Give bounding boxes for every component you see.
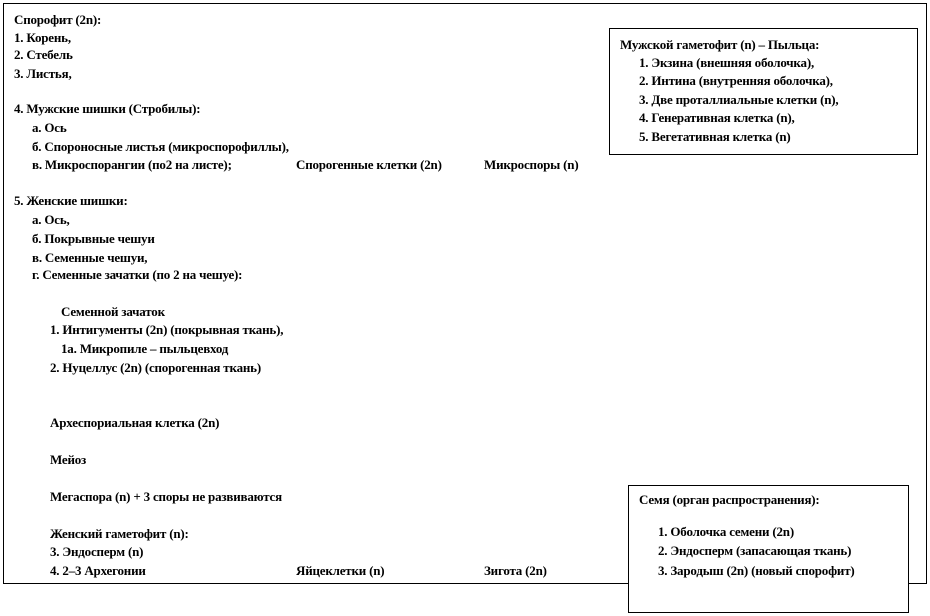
female-cones-ovules: г. Семенные зачатки (по 2 на чешуе): <box>32 267 243 282</box>
ovule-micropyle: 1а. Микропиле – пыльцевход <box>61 341 229 356</box>
female-cones-axis: а. Ось, <box>32 212 70 227</box>
female-gametophyte-title: Женский гаметофит (n): <box>50 526 189 541</box>
female-gametophyte-zygote: Зигота (2n) <box>484 563 547 578</box>
megaspore: Мегаспора (n) + 3 споры не развиваются <box>50 489 282 504</box>
male-gametophyte-item-intine: 2. Интина (внутренняя оболочка), <box>639 73 833 88</box>
female-cones-seed-scales: в. Семенные чешуи, <box>32 250 148 265</box>
ovule-integuments: 1. Интигументы (2n) (покрывная ткань), <box>50 322 284 337</box>
female-cones-covering-scales: б. Покрывные чешуи <box>32 231 155 246</box>
female-cones-title: 5. Женские шишки: <box>14 193 128 208</box>
sporophyte-leaves: 3. Листья, <box>14 66 72 81</box>
archesporial-cell: Археспориальная клетка (2n) <box>50 415 220 430</box>
seed-item-endosperm: 2. Эндосперм (запасающая ткань) <box>658 543 852 558</box>
seed-item-embryo: 3. Зародыш (2n) (новый спорофит) <box>658 563 855 578</box>
male-gametophyte-item-prothallial: 3. Две проталлиальные клетки (n), <box>639 92 839 107</box>
ovule-title: Семенной зачаток <box>61 304 165 319</box>
male-cones-sporophylls: б. Спороносные листья (микроспорофиллы), <box>32 139 289 154</box>
male-cones-microsporangia: в. Микроспорангии (по2 на листе); <box>32 157 232 172</box>
meiosis: Мейоз <box>50 452 87 467</box>
sporophyte-stem: 2. Стебель <box>14 47 73 62</box>
male-cones-microspores: Микроспоры (n) <box>484 157 579 172</box>
seed-title: Семя (орган распространения): <box>639 492 820 507</box>
female-gametophyte-endosperm: 3. Эндосперм (n) <box>50 544 144 559</box>
female-gametophyte-archegonia: 4. 2–3 Архегонии <box>50 563 146 578</box>
male-cones-title: 4. Мужские шишки (Стробилы): <box>14 101 201 116</box>
seed-item-coat: 1. Оболочка семени (2n) <box>658 524 794 539</box>
male-gametophyte-item-vegetative: 5. Вегетативная клетка (n) <box>639 129 791 144</box>
seed-box <box>628 485 909 613</box>
male-cones-sporogenous-cells: Спорогенные клетки (2n) <box>296 157 442 172</box>
male-gametophyte-item-exine: 1. Экзина (внешняя оболочка), <box>639 55 815 70</box>
sporophyte-root: 1. Корень, <box>14 30 71 45</box>
female-gametophyte-egg-cells: Яйцеклетки (n) <box>296 563 385 578</box>
ovule-nucellus: 2. Нуцеллус (2n) (спорогенная ткань) <box>50 360 261 375</box>
sporophyte-title: Спорофит (2n): <box>14 12 102 27</box>
male-gametophyte-title: Мужской гаметофит (n) – Пыльца: <box>620 37 820 52</box>
male-cones-axis: а. Ось <box>32 120 67 135</box>
male-gametophyte-item-generative: 4. Генеративная клетка (n), <box>639 110 795 125</box>
male-gametophyte-box <box>609 28 918 155</box>
